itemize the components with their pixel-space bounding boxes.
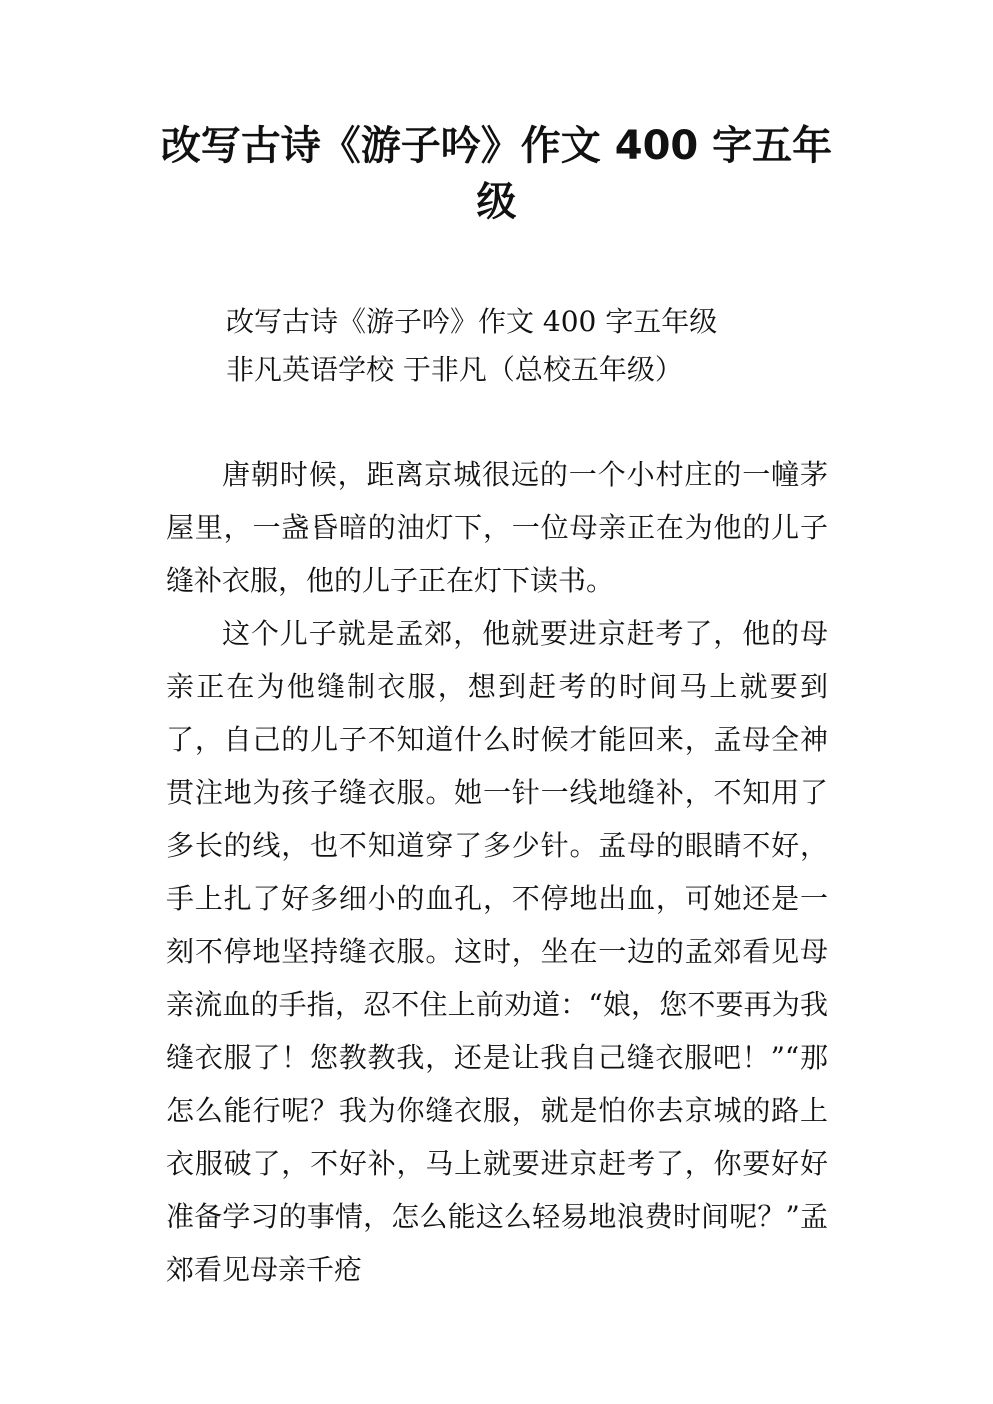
document-subtitle: 改写古诗《游子吟》作文 400 字五年级 xyxy=(226,305,718,338)
paragraph: 这个儿子就是孟郊，他就要进京赶考了，他的母亲正在为他缝制衣服，想到赶考的时间马上就要到了，自己的儿子不知道什么时候才能回来，孟母全神贯注地为孩子缝衣服。她一针一线地缝补，不知用了多长的线，也不知道穿了多少针。孟母的眼睛不好，手上扎了好多细小的血孔，不停地出血，可她还是一刻不停地坚持缝衣服。这时，坐在一边的孟郊看见母亲流血的手指，忍不住上前劝道：“娘，您不要再为我缝衣服了！您教教我，还是让我自己缝衣服吧！”“那怎么能行呢？我为你缝衣服，就是怕你去京城的路上衣服破了，不好补，马上就要进京赶考了，你要好好准备学习的事情，怎么能这么轻易地浪费时间呢？”孟郊看见母亲千疮 xyxy=(166,617,828,1286)
paragraph: 唐朝时候，距离京城很远的一个小村庄的一幢茅屋里，一盏昏暗的油灯下，一位母亲正在为他的儿子缝补衣服，他的儿子正在灯下读书。 xyxy=(166,458,828,597)
document-header-block xyxy=(226,298,717,394)
document-author: 非凡英语学校 于非凡（总校五年级） xyxy=(226,353,683,386)
document-body xyxy=(166,448,828,1296)
document-title: 改写古诗《游子吟》作文 400 字五年级 xyxy=(160,123,833,225)
